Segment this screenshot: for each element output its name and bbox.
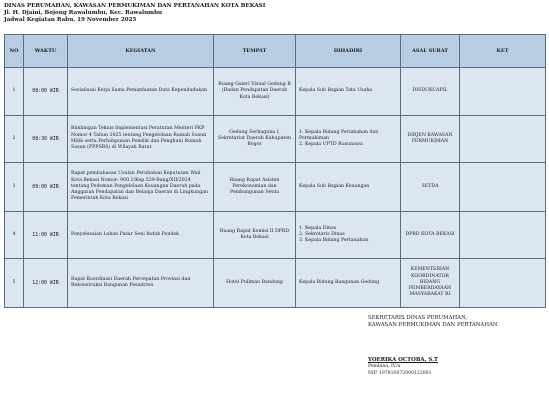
row-tempat: Ruang Galeri Visual Gedung B (Badan Pendapatan Daerah Kota Bekasi)	[214, 68, 296, 116]
row-kegiatan: Rapat Koordinasi Daerah Percepatan Provinsi dan Rekonstruksi Bangunan Pesantren	[68, 259, 214, 308]
row-waktu: 09:00 WIB	[24, 163, 68, 212]
row-tempat: Ruang Rapat Asisten Perekonomian dan Pembangunan Setda	[214, 163, 296, 212]
header-ket: KET	[460, 35, 546, 68]
row-kegiatan: Sosialisasi Kerja Sama Pemanfaatan Data Kependudukan	[68, 68, 214, 116]
table-row	[5, 116, 546, 163]
row-dihadiri	[296, 116, 401, 163]
signatory-rank: Pembina, IV/a	[368, 364, 401, 369]
signatory-nip: NIP. 197810072000122001	[368, 370, 432, 376]
agency-name: DINAS PERUMAHAN, KAWASAN PERMUKIMAN DAN PERTANAHAN KOTA BEKASI	[4, 3, 266, 9]
attendee: 3. Kepala Bidang Pertanahan	[299, 238, 369, 244]
row-ket	[460, 116, 546, 163]
signatory-name: YOERIKA OCTOBA, S.T	[368, 357, 438, 363]
signature-title	[368, 315, 498, 329]
header-kegiatan: KEGIATAN	[68, 35, 214, 68]
attendee: 2. Kepala UPTD Rusunawa	[299, 142, 363, 148]
signature-block	[368, 357, 438, 377]
table-row	[5, 259, 546, 308]
row-no: 1	[5, 68, 24, 116]
row-no: 2	[5, 116, 24, 163]
attendee: Kepala Sub Bagian Tata Usaha	[299, 88, 373, 94]
row-tempat: Gedung Serbaguna I, Sekretariat Daerah Kabupaten Bogor	[214, 116, 296, 163]
row-waktu: 11:00 WIB	[24, 212, 68, 259]
row-dihadiri	[296, 259, 401, 308]
row-asal-surat: DIRJEN KAWASAN PERMUKIMAN	[401, 116, 460, 163]
row-no: 5	[5, 259, 24, 308]
table-row	[5, 212, 546, 259]
row-dihadiri	[296, 163, 401, 212]
table-row	[5, 163, 546, 212]
row-waktu: 08:00 WIB	[24, 68, 68, 116]
table-header-row	[5, 35, 546, 68]
row-asal-surat: DISDUKCAPIL	[401, 68, 460, 116]
row-ket	[460, 163, 546, 212]
row-asal-surat: KEMENTERIAN KOORDINATOR BIDANG PEMBERDAYAAN MASYARAKAT RI	[401, 259, 460, 308]
document-header	[4, 3, 265, 25]
row-ket	[460, 68, 546, 116]
row-tempat: Ruang Rapat Komisi II DPRD Kota Bekasi	[214, 212, 296, 259]
row-dihadiri	[296, 212, 401, 259]
row-asal-surat: DPRD KOTA BEKASI	[401, 212, 460, 259]
row-asal-surat: SETDA	[401, 163, 460, 212]
header-asal-surat: ASAL SURAT	[401, 35, 460, 68]
row-kegiatan: Penyelesaian Lahan Pasar Seni Induk Pondok	[68, 212, 214, 259]
row-ket	[460, 259, 546, 308]
header-no: NO	[5, 35, 24, 68]
signature-title-line2: KAWASAN PERMUKIMAN DAN PERTANAHAN	[368, 322, 498, 328]
row-no: 3	[5, 163, 24, 212]
header-tempat: TEMPAT	[214, 35, 296, 68]
row-dihadiri	[296, 68, 401, 116]
row-waktu: 12:00 WIB	[24, 259, 68, 308]
row-waktu: 08:30 WIB	[24, 116, 68, 163]
header-dihadiri: DIHADIRI	[296, 35, 401, 68]
header-waktu: WAKTU	[24, 35, 68, 68]
attendee: 1. Kepala Dinas	[299, 225, 337, 231]
row-kegiatan: Bimbingan Teknis Implementasi Peraturan Menteri PKP Nomor 4 Tahun 2025 tentang Pengelolaan Rumah Susun Milik serta Perhimpunan Pemilik dan Penghuni Rumah Susun (PPPSRS) di Wilayah Barat	[68, 116, 214, 163]
schedule-date: Jadwal Kegiatan Rabu, 19 November 2025	[4, 17, 137, 24]
signature-title-line1: SEKRETARIS DINAS PERUMAHAN,	[368, 315, 468, 321]
row-no: 4	[5, 212, 24, 259]
agenda-table	[4, 34, 546, 308]
attendee: 1. Kepala Bidang Perumahan dan Permukiman	[299, 129, 379, 141]
attendee: Kepala Sub Bagian Keuangan	[299, 183, 370, 189]
attendee: Kepala Bidang Bangunan Gedung	[299, 279, 380, 285]
attendee: 2. Sekretaris Dinas	[299, 231, 345, 237]
row-ket	[460, 212, 546, 259]
agency-address: Jl. H. Djaini, Bojong Rawalumbu, Kec. Rawalumbu	[4, 10, 163, 17]
table-row	[5, 68, 546, 116]
row-kegiatan: Rapat pembahasan Usulan Perubahan Keputusan Wali Kota Bekasi Nomor: 900.1/Kep.559-Bang/XII/2024 tentang Pedoman Pengelolaan Keuangan Daerah pada Anggaran Pendapatan dan Belanja Daerah di Lingkungan Pemerintah Kota Bekasi	[68, 163, 214, 212]
row-tempat: Hotel Pullman Bandung	[214, 259, 296, 308]
